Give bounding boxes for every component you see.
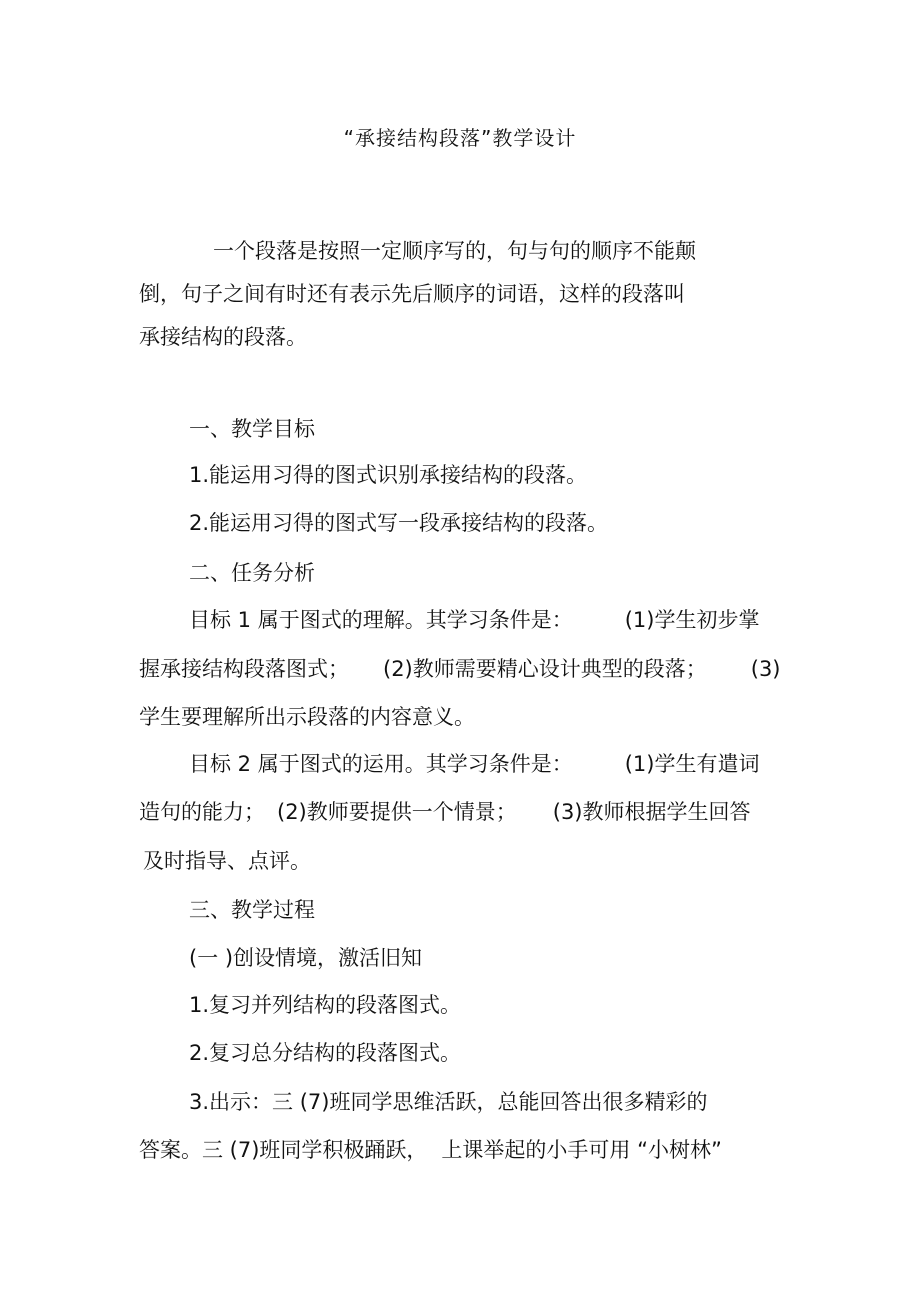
goal-item-2: 2.能运用习得的图式写一段承接结构的段落。 (189, 511, 609, 535)
goal2-line-2-cond3: (3)教师根据学生回答 (552, 800, 751, 824)
process-item-2: 2.复习总分结构的段落图式。 (189, 1041, 462, 1065)
goal2-line-2-text: 造句的能力； (139, 800, 265, 824)
section-heading-analysis: 二、任务分析 (189, 561, 315, 585)
goal1-line-1 (189, 605, 759, 635)
intro-line-3: 承接结构的段落。 (139, 325, 307, 349)
document-title: “承接结构段落”教学设计 (343, 126, 577, 150)
goal1-line-1-text: 目标 1 属于图式的理解。其学习条件是： (189, 608, 573, 632)
goal1-line-1-cond1: (1)学生初步掌 (624, 608, 760, 632)
section-heading-process: 三、教学过程 (189, 898, 315, 922)
goal1-line-2-cond3: (3) (750, 657, 781, 681)
goal2-line-2-cond2: (2)教师要提供一个情景； (277, 800, 517, 824)
intro-line-2: 倒，句子之间有时还有表示先后顺序的词语，这样的段落叫 (139, 282, 685, 306)
intro-paragraph (139, 230, 739, 359)
goal2-line-1 (189, 749, 759, 779)
goal-item-1: 1.能运用习得的图式识别承接结构的段落。 (189, 463, 588, 487)
goal1-line-2-cond2: (2)教师需要精心设计典型的段落； (383, 657, 707, 681)
goal1-line-2 (139, 654, 781, 684)
goal1-line-3: 学生要理解所出示段落的内容意义。 (139, 705, 475, 729)
intro-line-1: 一个段落是按照一定顺序写的，句与句的顺序不能颠 (213, 239, 696, 263)
process-item-3-line-2b: 上课举起的小手可用 “小树林” (441, 1138, 722, 1162)
process-item-3-line-1: 3.出示：三 (7)班同学思维活跃，总能回答出很多精彩的 (189, 1090, 708, 1114)
process-item-3-line-2a: 答案。三 (7)班同学积极踊跃， (139, 1138, 428, 1162)
section-heading-goals: 一、教学目标 (189, 417, 315, 441)
process-item-3-line-2 (139, 1135, 722, 1165)
goal2-line-3: 及时指导、点评。 (143, 849, 311, 873)
goal2-line-1-cond1: (1)学生有遣词 (624, 752, 760, 776)
goal1-line-2-text: 握承接结构段落图式； (139, 657, 349, 681)
process-item-1: 1.复习并列结构的段落图式。 (189, 993, 462, 1017)
process-subheading-1: (一 )创设情境，激活旧知 (189, 946, 423, 970)
goal2-line-1-text: 目标 2 属于图式的运用。其学习条件是： (189, 752, 573, 776)
goal2-line-2 (139, 797, 751, 827)
